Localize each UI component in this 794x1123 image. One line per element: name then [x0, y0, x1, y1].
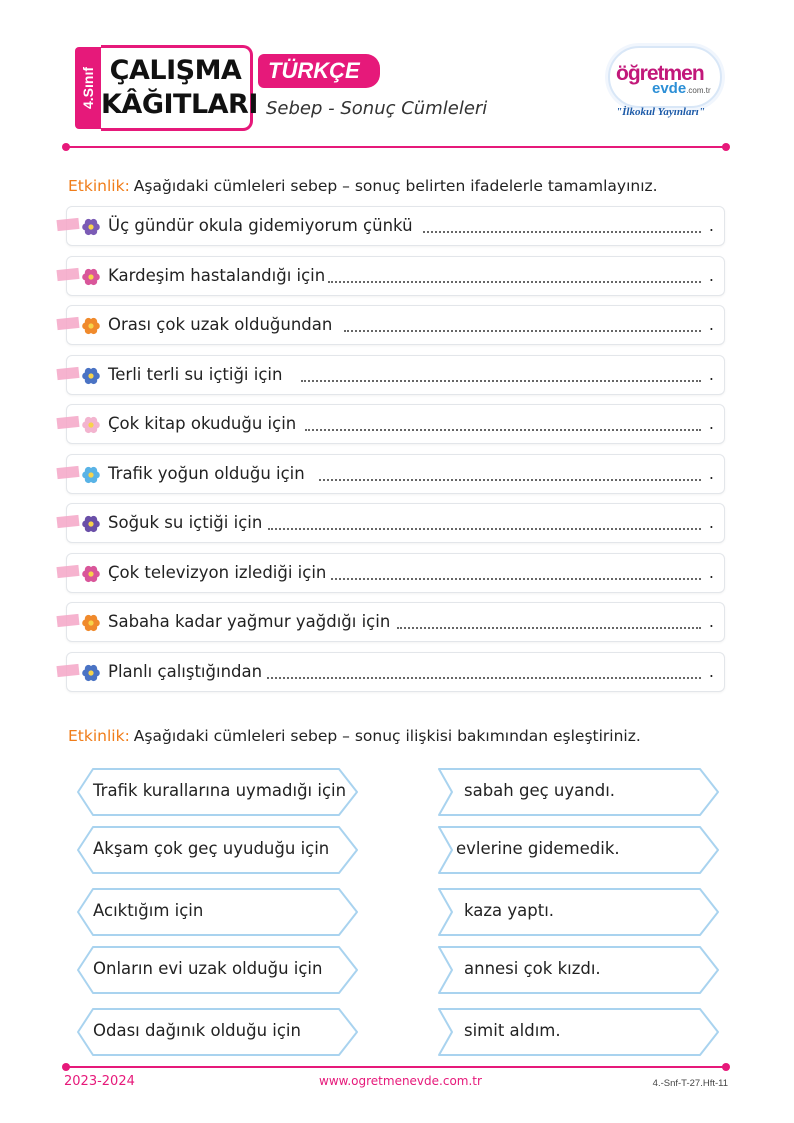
effect-card[interactable]: [438, 946, 718, 994]
footer-page-code: 4.-Snf-T-27.Hft-11: [652, 1078, 728, 1089]
cause-card[interactable]: [77, 768, 357, 816]
logo-name-secondary: [652, 80, 711, 97]
grade-tab: [75, 47, 101, 129]
effect-card[interactable]: [438, 888, 718, 936]
sentence-row: [66, 602, 725, 642]
cause-card-text: Odası dağınık olduğu için: [93, 1021, 301, 1040]
activity2-instruction-text: Aşağıdaki cümleleri sebep – sonuç ilişkisi bakımından eşleştiriniz.: [133, 727, 641, 745]
answer-blank[interactable]: [331, 578, 701, 580]
tape-decoration: [56, 663, 79, 676]
title-box: [101, 45, 258, 131]
sentence-text: Çok televizyon izlediği için: [108, 562, 327, 582]
flower-icon: [81, 267, 101, 287]
answer-blank[interactable]: [397, 627, 701, 629]
sentence-text: Planlı çalıştığından: [108, 661, 263, 681]
sentence-period: .: [708, 265, 714, 285]
sentence-row: [66, 256, 725, 296]
tape-decoration: [56, 465, 79, 478]
answer-blank[interactable]: [423, 231, 701, 233]
cause-card-text: Acıktığım için: [93, 901, 204, 920]
answer-blank[interactable]: [267, 677, 701, 679]
sentence-period: .: [708, 463, 714, 483]
sentence-row: [66, 652, 725, 692]
answer-blank[interactable]: [319, 479, 701, 481]
cause-card[interactable]: [77, 826, 357, 874]
sentence-period: .: [708, 364, 714, 384]
subject-badge: TÜRKÇE: [258, 54, 380, 88]
effect-card-text: simit aldım.: [464, 1021, 561, 1040]
sentence-text: Üç gündür okula gidemiyorum çünkü: [108, 216, 413, 235]
sentence-row: [66, 454, 725, 494]
logo-domain: .com.tr: [686, 86, 711, 95]
sentence-text: Çok kitap okuduğu için: [108, 414, 297, 433]
sentence-text: Soğuk su içtiği için: [108, 513, 263, 532]
answer-blank[interactable]: [344, 330, 701, 332]
sentence-text: Orası çok uzak olduğundan: [108, 315, 333, 334]
publisher-logo: [604, 42, 724, 128]
grade-label: 4.Sınıf: [80, 66, 96, 110]
activity1-instruction-text: Aşağıdaki cümleleri sebep – sonuç belirten ifadelerle tamamlayınız.: [133, 177, 658, 195]
sentence-text: Kardeşim hastalandığı için: [108, 265, 326, 285]
activity1-instruction: [68, 177, 658, 195]
sentence-period: .: [708, 612, 714, 631]
sentence-period: .: [708, 414, 714, 433]
answer-blank[interactable]: [268, 528, 701, 530]
tape-decoration: [56, 218, 79, 231]
tape-decoration: [56, 515, 79, 528]
answer-blank[interactable]: [328, 281, 701, 283]
sentence-period: .: [708, 513, 714, 532]
sentence-period: .: [708, 216, 714, 235]
sentence-row: [66, 355, 725, 395]
sentence-period: .: [708, 661, 714, 681]
flower-icon: [81, 217, 101, 237]
tape-decoration: [56, 267, 79, 280]
flower-icon: [81, 366, 101, 386]
effect-card[interactable]: [438, 1008, 718, 1056]
flower-icon: [81, 663, 101, 683]
sentence-text: Sabaha kadar yağmur yağdığı için: [108, 612, 391, 631]
tape-decoration: [56, 614, 79, 627]
cause-card[interactable]: [77, 1008, 357, 1056]
effect-card-text: annesi çok kızdı.: [464, 959, 601, 978]
sentence-text: Terli terli su içtiği için: [108, 364, 283, 384]
flower-icon: [81, 613, 101, 633]
footer-year: 2023-2024: [64, 1074, 135, 1089]
flower-icon: [81, 316, 101, 336]
cause-card[interactable]: [77, 888, 357, 936]
sentence-period: .: [708, 315, 714, 334]
activity1-label: Etkinlik:: [68, 177, 130, 195]
effect-card-text: kaza yaptı.: [464, 901, 555, 920]
effect-card[interactable]: [438, 768, 718, 816]
sentence-row: [66, 206, 725, 246]
cause-card-text: Trafik kurallarına uymadığı için: [93, 781, 347, 800]
tape-decoration: [56, 564, 79, 577]
flower-icon: [81, 465, 101, 485]
flower-icon: [81, 415, 101, 435]
flower-icon: [81, 514, 101, 534]
worksheet-subtitle: Sebep - Sonuç Cümleleri: [266, 98, 488, 119]
header-divider: [66, 146, 726, 148]
cause-card-text: Akşam çok geç uyuduğu için: [93, 839, 330, 858]
sentence-row: [66, 404, 725, 444]
footer-website-link[interactable]: www.ogretmenevde.com.tr: [319, 1074, 482, 1088]
logo-tagline: "İlkokul Yayınları": [616, 106, 705, 118]
logo-name-primary: öğretmen: [616, 62, 704, 85]
activity2-label: Etkinlik:: [68, 727, 130, 745]
logo-name-evde: evde: [652, 80, 687, 97]
cause-card[interactable]: [77, 946, 357, 994]
title-line-1: ÇALIŞMA: [109, 55, 242, 86]
effect-card-text: evlerine gidemedik.: [456, 839, 620, 858]
sentence-row: [66, 305, 725, 345]
tape-decoration: [56, 366, 79, 379]
sentence-row: [66, 553, 725, 593]
cause-card-text: Onların evi uzak olduğu için: [93, 959, 323, 978]
answer-blank[interactable]: [301, 380, 701, 382]
effect-card-text: sabah geç uyandı.: [464, 781, 616, 800]
tape-decoration: [56, 317, 79, 330]
sentence-period: .: [708, 562, 714, 582]
activity2-instruction: [68, 727, 641, 745]
title-line-2: KÂĞITLARI: [101, 89, 258, 120]
sentence-text: Trafik yoğun olduğu için: [108, 463, 305, 483]
effect-card[interactable]: [438, 826, 718, 874]
footer-divider: [66, 1066, 726, 1068]
sentence-row: [66, 503, 725, 543]
tape-decoration: [56, 416, 79, 429]
flower-icon: [81, 564, 101, 584]
answer-blank[interactable]: [305, 429, 701, 431]
